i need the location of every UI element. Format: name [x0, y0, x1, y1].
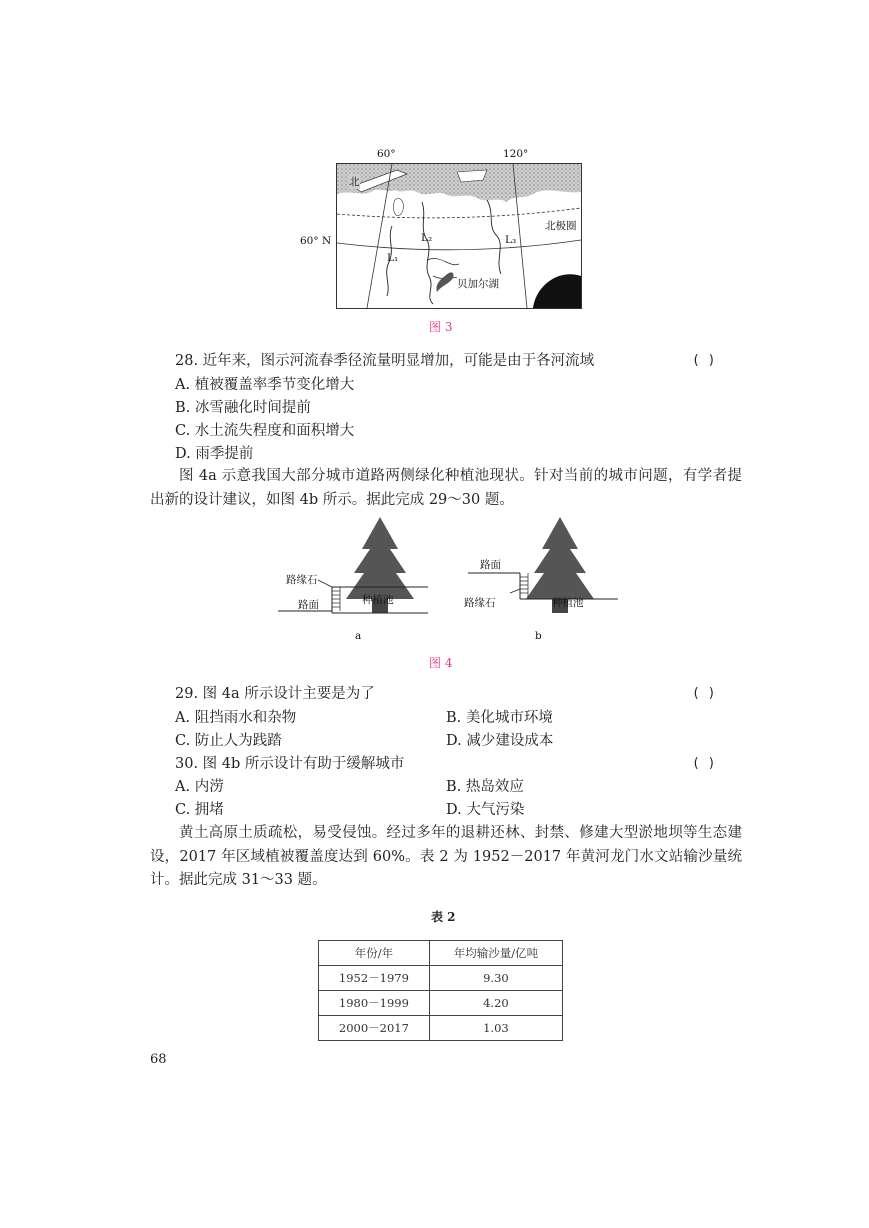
- table-2-title: 表 2: [431, 910, 456, 924]
- label-lon-120: 120°: [503, 148, 529, 160]
- q28-option-a[interactable]: A. 植被覆盖率季节变化增大: [175, 377, 355, 393]
- q29-option-c[interactable]: C. 防止人为践踏: [175, 733, 282, 749]
- figure-3-caption: 图 3: [429, 320, 453, 334]
- answer-blank-30[interactable]: ( ): [692, 756, 716, 771]
- river-l2: [422, 202, 433, 304]
- label-lon-60: 60°: [377, 148, 396, 160]
- sea-of-okhotsk-shading: [533, 274, 581, 308]
- label-arctic-circle: 北极圈: [545, 220, 577, 232]
- q29-option-a[interactable]: A. 阻挡雨水和杂物: [175, 710, 297, 726]
- q28-option-d[interactable]: D. 雨季提前: [175, 446, 254, 462]
- label-river-l2: L₂: [421, 232, 433, 244]
- q29-option-b[interactable]: B. 美化城市环境: [446, 710, 553, 726]
- river-l3: [487, 200, 501, 274]
- parallel-60n: [337, 240, 581, 250]
- label-ocean: 北: [349, 176, 360, 188]
- answer-blank-29[interactable]: ( ): [692, 686, 716, 701]
- header-year: 年份/年: [319, 941, 430, 966]
- q30-option-b[interactable]: B. 热岛效应: [446, 779, 524, 795]
- cell-sediment: 1.03: [429, 1016, 562, 1041]
- figure-4-caption: 图 4: [429, 656, 453, 670]
- cell-year: 2000－2017: [319, 1016, 430, 1041]
- fig4a-curb-label: 路缘石: [286, 574, 318, 586]
- cell-year: 1980－1999: [319, 991, 430, 1016]
- fig4a-sublabel: a: [355, 630, 362, 642]
- q30-option-a[interactable]: A. 内涝: [175, 779, 224, 795]
- q28-option-c[interactable]: C. 水土流失程度和面积增大: [175, 423, 355, 439]
- sediment-table: [318, 940, 563, 1041]
- table-row: [319, 991, 563, 1016]
- cell-sediment: 4.20: [429, 991, 562, 1016]
- fig4b-sublabel: b: [535, 630, 542, 642]
- label-lat-60n: 60° N: [300, 235, 332, 247]
- cell-sediment: 9.30: [429, 966, 562, 991]
- figure-3-map: [336, 148, 582, 309]
- page-number: 68: [150, 1052, 167, 1067]
- label-river-l1: L₁: [387, 252, 399, 264]
- label-river-l3: L₃: [505, 234, 517, 246]
- cell-year: 1952－1979: [319, 966, 430, 991]
- arctic-circle-line: [337, 208, 581, 218]
- table-header-row: [319, 941, 563, 966]
- question-28-stem: 28. 近年来，图示河流春季径流量明显增加，可能是由于各河流域: [175, 353, 595, 369]
- table-row: [319, 966, 563, 991]
- figure-4: [258, 515, 630, 645]
- lake-baikal-shape: [436, 272, 453, 292]
- fig4a-road-label: 路面: [298, 599, 319, 611]
- answer-blank-28[interactable]: ( ): [692, 353, 716, 368]
- q28-option-b[interactable]: B. 冰雪融化时间提前: [175, 400, 311, 416]
- header-sediment: 年均输沙量/亿吨: [429, 941, 562, 966]
- label-lake-baikal: 贝加尔湖: [457, 278, 499, 290]
- island-severnaya: [457, 170, 487, 182]
- intro-paragraph-31-33: 黄土高原土质疏松，易受侵蚀。经过多年的退耕还林、封禁、修建大型淤地坝等生态建设，2017 年区域植被覆盖度达到 60%。表 2 为 1952－2017 年黄河龙门水文站输沙量统计。据此完成 31～33 题。: [150, 825, 742, 888]
- question-30-stem: 30. 图 4b 所示设计有助于缓解城市: [175, 756, 405, 772]
- table-row: [319, 1016, 563, 1041]
- fig4a-pit-label: 种植池: [362, 594, 394, 606]
- question-29-stem: 29. 图 4a 所示设计主要是为了: [175, 686, 375, 702]
- fig4b-curb-label: 路缘石: [464, 597, 496, 609]
- fig4b-pit-label: 种植池: [552, 597, 584, 609]
- intro-paragraph-29-30: 图 4a 示意我国大部分城市道路两侧绿化种植池现状。针对当前的城市问题，有学者提出新的设计建议，如图 4b 所示。据此完成 29～30 题。: [150, 468, 742, 508]
- q30-option-d[interactable]: D. 大气污染: [446, 802, 525, 818]
- q29-option-d[interactable]: D. 减少建设成本: [446, 733, 554, 749]
- q30-option-c[interactable]: C. 拥堵: [175, 802, 224, 818]
- fig4b-road-label: 路面: [480, 559, 501, 571]
